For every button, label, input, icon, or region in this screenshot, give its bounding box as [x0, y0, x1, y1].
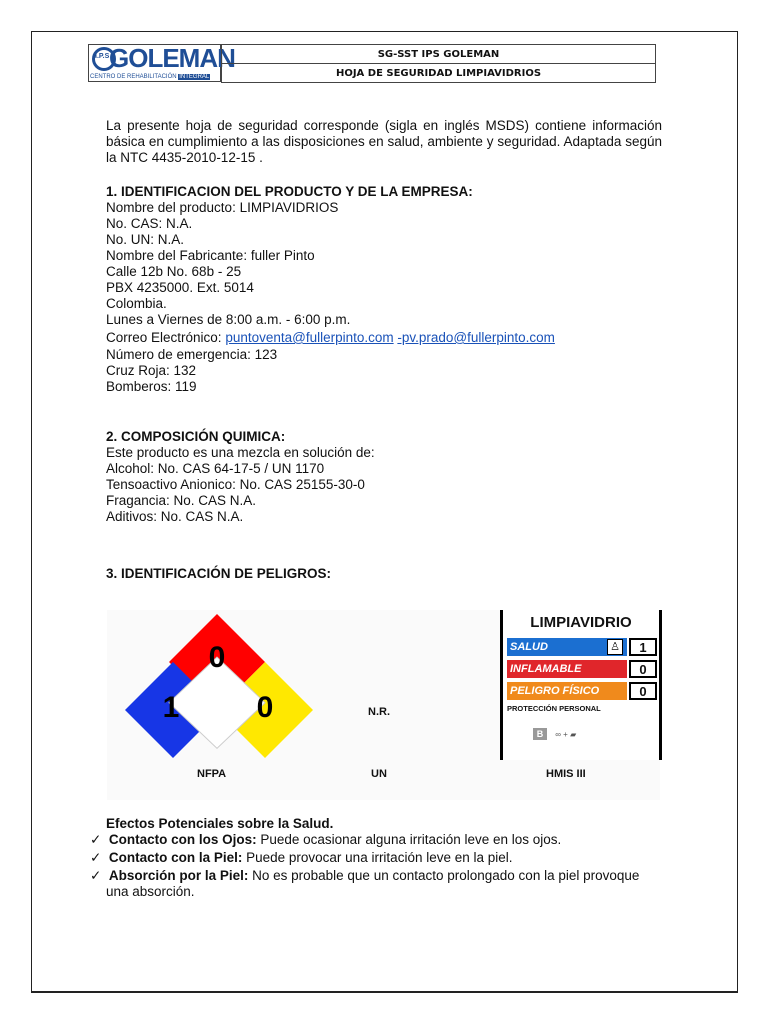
section1-line: No. CAS: N.A. — [106, 216, 193, 231]
section2-line: Alcohol: No. CAS 64-17-5 / UN 1170 — [106, 461, 325, 476]
hmis-physical-label: PELIGRO FÍSICO — [507, 682, 627, 700]
email-link-pvprado[interactable]: -pv.prado@fullerpinto.com — [397, 330, 555, 345]
section1-line: Lunes a Viernes de 8:00 a.m. - 6:00 p.m. — [106, 312, 351, 327]
section3-title: 3. IDENTIFICACIÓN DE PELIGROS: — [106, 566, 332, 581]
section1-line: Número de emergencia: 123 — [106, 347, 278, 362]
section1-line: Nombre del Fabricante: fuller Pinto — [106, 248, 315, 263]
email-line: Correo Electrónico: puntoventa@fullerpinto.com -pv.prado@fullerpinto.com — [106, 330, 555, 345]
hmis-flammability-value: 0 — [629, 660, 657, 678]
plus-icon: + — [563, 730, 568, 739]
nfpa-reactivity-value: 0 — [256, 691, 274, 724]
section2-line: Fragancia: No. CAS N.A. — [106, 493, 257, 508]
section1-title: 1. IDENTIFICACION DEL PRODUCTO Y DE LA EMPRESA: — [106, 184, 473, 199]
intro-paragraph: La presente hoja de seguridad corresponde (sigla en inglés MSDS) contiene información básica en cumplimiento a las disposiciones en salud, ambiente y seguridad. Adaptada según la NTC 4435-2010-12-15 . — [106, 118, 662, 165]
hmis-label-caption: HMIS III — [546, 768, 586, 780]
logo-subtitle: CENTRO DE REHABILITACIÓN INTEGRAL — [90, 74, 210, 80]
effects-item: ✓ Contacto con la Piel: Puede provocar una irritación leve en la piel. — [90, 850, 513, 865]
nfpa-health-value: 1 — [162, 691, 180, 724]
section1-line: Nombre del producto: LIMPIAVIDRIOS — [106, 200, 339, 215]
section1-line: No. UN: N.A. — [106, 232, 185, 247]
email-link-puntoventa[interactable]: puntoventa@fullerpinto.com — [225, 330, 394, 345]
header-table — [221, 44, 656, 83]
effects-title: Efectos Potenciales sobre la Salud. — [106, 816, 334, 831]
section1-line: Bomberos: 119 — [106, 379, 197, 394]
section2-line: Este producto es una mezcla en solución de: — [106, 445, 375, 460]
gloves-icon: ▰ — [570, 730, 577, 739]
person-icon: ♙ — [607, 639, 623, 655]
section1-line: Calle 12b No. 68b - 25 — [106, 264, 242, 279]
un-label: UN — [371, 768, 387, 780]
section1-line: Colombia. — [106, 296, 167, 311]
effects-item: ✓ Contacto con los Ojos: Puede ocasionar alguna irritación leve en los ojos. — [90, 832, 562, 847]
checkmark-icon: ✓ — [90, 832, 102, 847]
section1-line: PBX 4235000. Ext. 5014 — [106, 280, 254, 295]
hmis-row-flammability — [507, 660, 657, 678]
section1-line: Cruz Roja: 132 — [106, 363, 197, 378]
section2-line: Aditivos: No. CAS N.A. — [106, 509, 244, 524]
hmis-row-health — [507, 638, 657, 656]
hmis-label — [500, 610, 662, 760]
hmis-ppe-row — [533, 728, 629, 742]
hmis-health-value: 1 — [629, 638, 657, 656]
effects-item: ✓ Absorción por la Piel: No es probable que un contacto prolongado con la piel provoque — [90, 868, 640, 883]
effects-item-continuation: una absorción. — [106, 884, 195, 899]
logo-word: GOLEMAN — [109, 43, 235, 73]
hmis-flammability-label: INFLAMABLE — [507, 660, 627, 678]
logo-ips: I.P.S — [95, 53, 110, 60]
nfpa-diamond — [125, 612, 315, 762]
checkmark-icon: ✓ — [90, 868, 102, 883]
hmis-protection-label: PROTECCIÓN PERSONAL — [507, 704, 601, 713]
un-value: N.R. — [368, 706, 390, 718]
section2-line: Tensoactivo Anionico: No. CAS 25155-30-0 — [106, 477, 365, 492]
header-row-document: HOJA DE SEGURIDAD LIMPIAVIDRIOS — [222, 64, 656, 83]
goleman-logo — [88, 43, 235, 82]
hmis-title: LIMPIAVIDRIO — [530, 614, 632, 631]
hmis-row-physical — [507, 682, 657, 700]
checkmark-icon: ✓ — [90, 850, 102, 865]
section2-title: 2. COMPOSICIÓN QUIMICA: — [106, 429, 286, 444]
nfpa-label: NFPA — [197, 768, 227, 780]
hmis-ppe-letter: B — [533, 728, 547, 740]
goggles-icon: ∞ — [555, 730, 561, 739]
header-row-system: SG-SST IPS GOLEMAN — [222, 45, 656, 64]
nfpa-flammability-value: 0 — [208, 641, 226, 674]
hmis-physical-value: 0 — [629, 682, 657, 700]
hmis-health-label: SALUD — [507, 638, 627, 656]
